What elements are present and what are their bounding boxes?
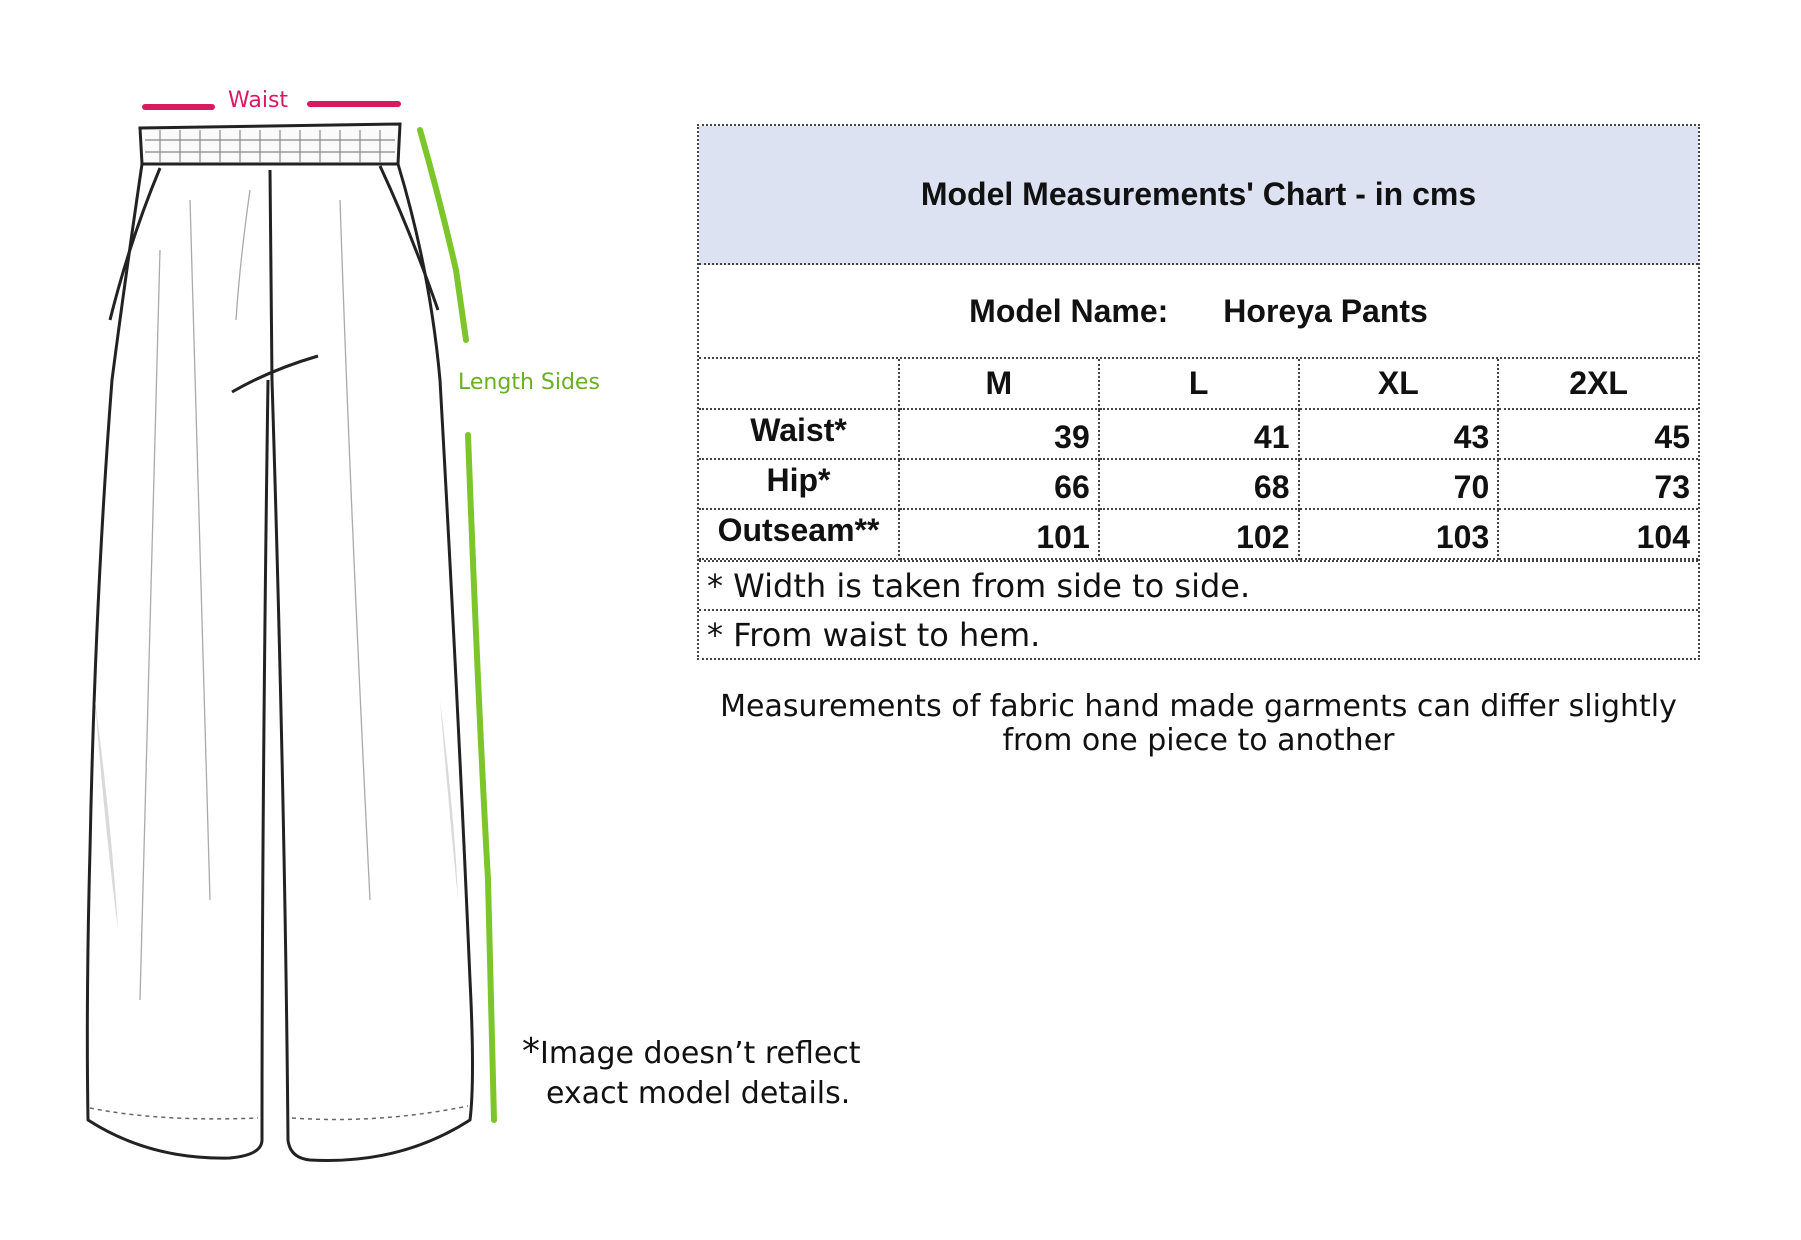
width-note: * Width is taken from side to side. [699,560,1698,609]
handmade-disclaimer [697,690,1700,758]
length-sides-callout-label: Length Sides [458,370,600,395]
table-cell: 68 [1099,459,1299,509]
size-header-xl: XL [1299,359,1499,409]
table-row [699,459,1698,509]
disclaimer-line-2: from one piece to another [1002,723,1395,758]
table-cell: 102 [1099,509,1299,559]
size-header-l: L [1099,359,1299,409]
table-row [699,509,1698,559]
model-name-label: Model Name: [969,292,1169,329]
length-measure-line-top [420,130,466,340]
measurement-chart [697,124,1700,660]
length-note: * From waist to hem. [699,609,1698,658]
row-label-waist: Waist* [699,409,899,459]
image-note-line-1: Image doesn’t reflect [540,1036,861,1071]
trouser-outline [87,164,472,1161]
chart-title: Model Measurements' Chart - in cms [699,126,1698,265]
disclaimer-line-1: Measurements of fabric hand made garments can differ slightly [720,689,1677,724]
size-table [699,359,1698,560]
image-note-line-2: exact model details. [546,1076,851,1111]
size-header-row [699,359,1698,409]
size-header-2xl: 2XL [1498,359,1698,409]
size-header-corner [699,359,899,409]
fold-lines [140,190,370,1000]
table-cell: 104 [1498,509,1698,559]
image-note-asterisk: * [522,1031,540,1072]
waist-callout-label: Waist [228,88,289,113]
model-name-value: Horeya Pants [1223,292,1428,329]
hem-stitching [90,1106,468,1120]
image-note [522,1032,862,1114]
table-cell: 103 [1299,509,1499,559]
model-name-row [699,265,1698,359]
table-cell: 70 [1299,459,1499,509]
waistband [140,124,400,164]
table-cell: 101 [899,509,1099,559]
table-row [699,409,1698,459]
table-cell: 43 [1299,409,1499,459]
table-cell: 45 [1498,409,1698,459]
drape-shading [95,700,458,930]
table-cell: 73 [1498,459,1698,509]
table-cell: 39 [899,409,1099,459]
table-cell: 41 [1099,409,1299,459]
size-header-m: M [899,359,1099,409]
table-cell: 66 [899,459,1099,509]
row-label-outseam: Outseam** [699,509,899,559]
row-label-hip: Hip* [699,459,899,509]
